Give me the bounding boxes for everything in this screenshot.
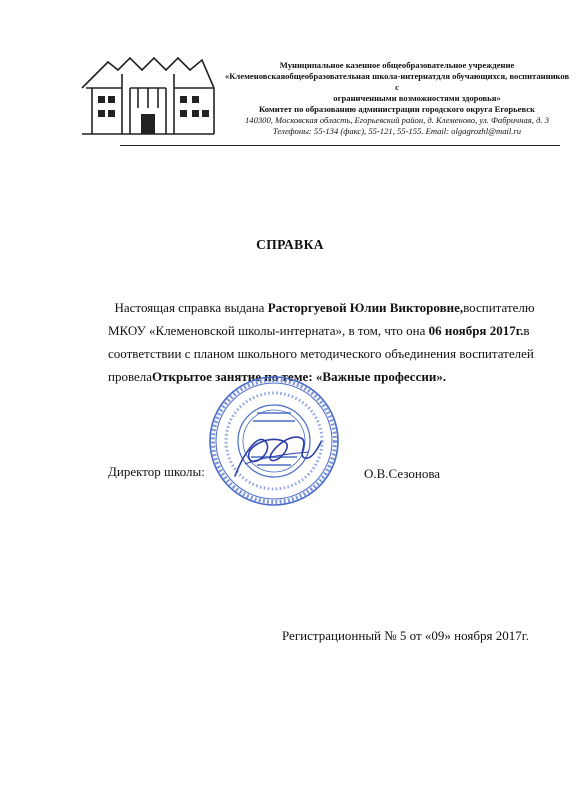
event-date: 06 ноября 2017г. (428, 323, 524, 338)
org-name-line-1: Муниципальное казенное общеобразовательное учреждение (279, 60, 515, 70)
committee-line: Комитет по образованию администрации городского округа Егорьевск (259, 104, 535, 114)
lesson-topic: Открытое занятие по теме: «Важные профессии». (152, 369, 447, 384)
recipient-name: Расторгуевой Юлии Викторовне, (267, 300, 464, 315)
signature-label: Директор школы: (108, 464, 205, 479)
document-title: СПРАВКА (256, 237, 324, 252)
body-line-1 (108, 296, 568, 319)
letterhead-divider (120, 145, 560, 146)
body-line-1-suffix: воспитателю (463, 300, 535, 315)
body-line-2 (108, 319, 568, 342)
official-stamp (205, 372, 343, 510)
body-line-1-prefix: Настоящая справка выдана (114, 300, 268, 315)
org-name-line-3: ограниченными возможностями здоровья» (333, 93, 501, 103)
body-line-2-suffix: в (523, 323, 530, 338)
school-building-logo (78, 48, 218, 138)
body-line-3: соответствии с планом школьного методического объединения воспитателей (108, 346, 534, 361)
address-line: 140300, Московская область, Егорьевский район, д. Клеменово, ул. Фабричная, д. 3 (244, 115, 550, 125)
contacts-line: Телефоны: 55-134 (факс), 55-121, 55-155. Email: olgagrozhl@mail.ru (272, 126, 522, 136)
registration-number: Регистрационный № 5 от «09» ноября 2017г. (282, 628, 529, 643)
body-line-2-prefix: МКОУ «Клеменовской школы-интерната», в том, что она (108, 323, 429, 338)
org-name-line-2: «Клеменовскаяобщеобразовательная школа-интернатдля обучающихся, воспитанников с (224, 71, 570, 92)
signatory-name: О.В.Сезонова (364, 466, 441, 481)
letterhead (222, 60, 572, 137)
body-line-4-prefix: провела (108, 369, 153, 384)
